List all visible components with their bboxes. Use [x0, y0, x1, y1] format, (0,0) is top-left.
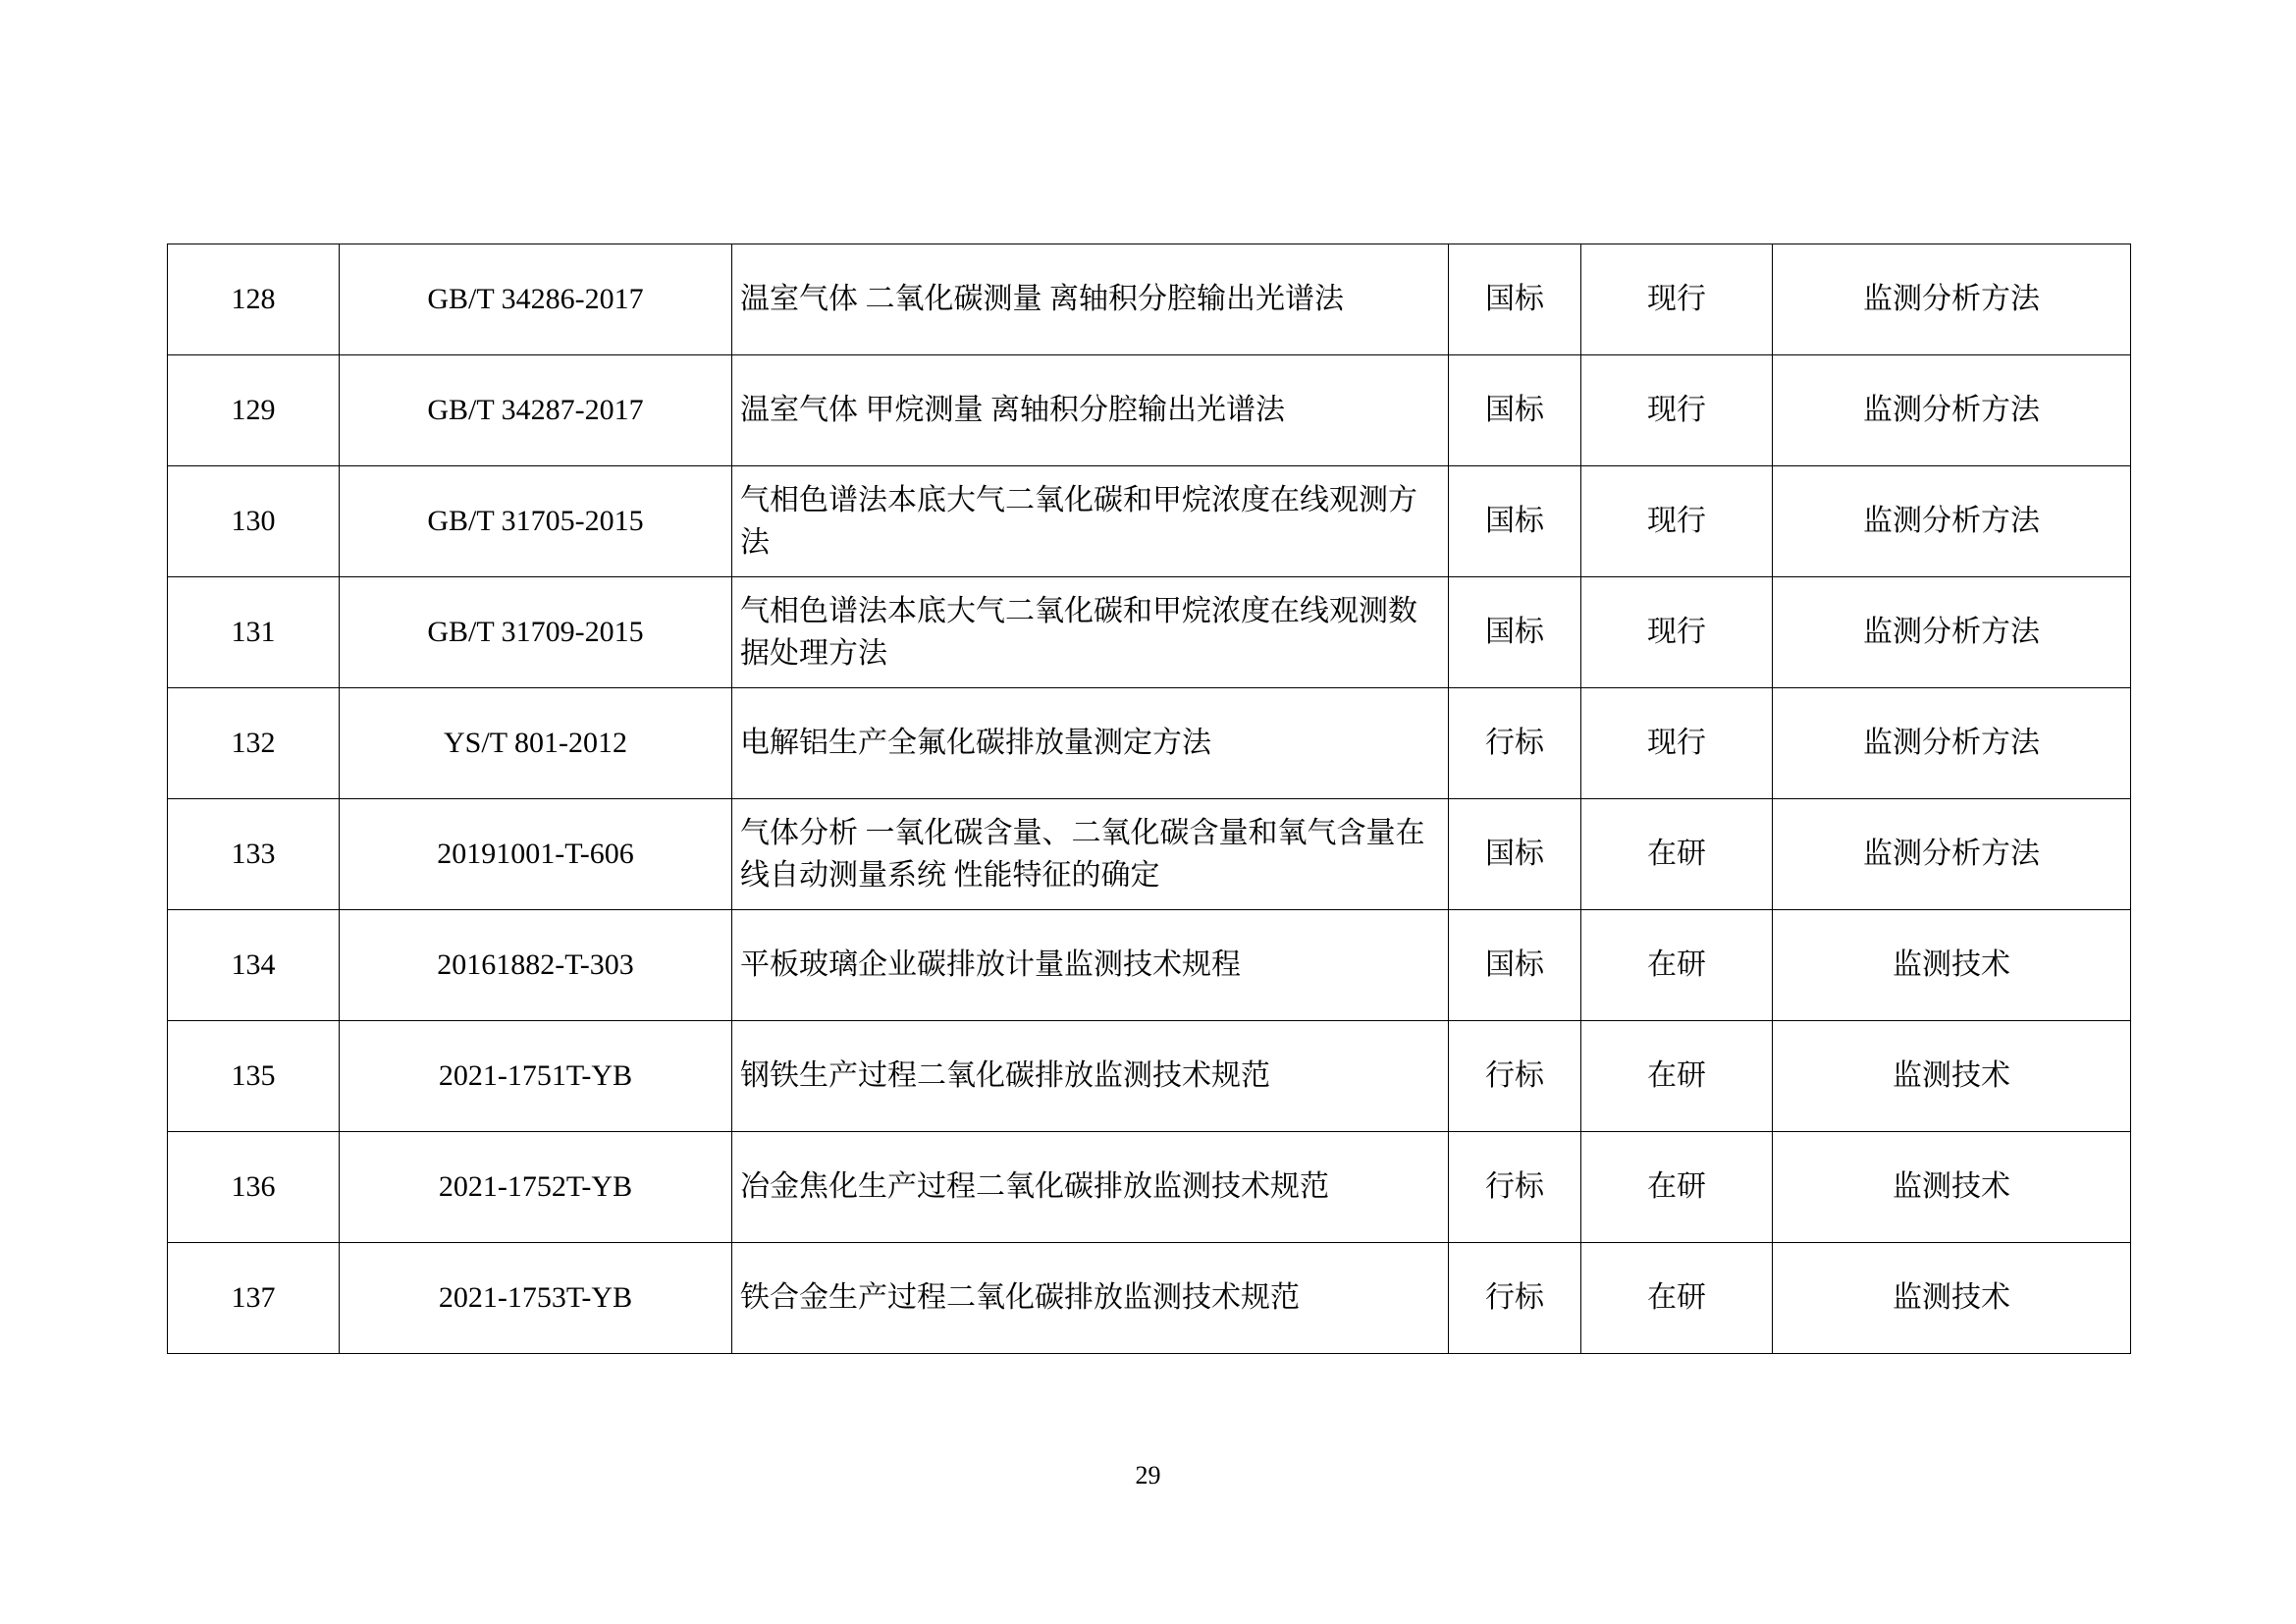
table-row — [168, 1132, 2131, 1243]
standards-table — [167, 244, 2131, 1354]
cell-状态: 在研 — [1581, 799, 1773, 910]
table-row — [168, 244, 2131, 355]
cell-级别: 行标 — [1449, 1132, 1581, 1243]
cell-序号: 134 — [168, 910, 340, 1021]
cell-状态: 在研 — [1581, 1243, 1773, 1354]
cell-序号: 136 — [168, 1132, 340, 1243]
cell-序号: 137 — [168, 1243, 340, 1354]
cell-标准名称: 气相色谱法本底大气二氧化碳和甲烷浓度在线观测数据处理方法 — [732, 577, 1449, 688]
cell-类别: 监测技术 — [1773, 1132, 2131, 1243]
cell-类别: 监测技术 — [1773, 1021, 2131, 1132]
table-row — [168, 799, 2131, 910]
table-row — [168, 466, 2131, 577]
cell-级别: 行标 — [1449, 688, 1581, 799]
standards-table-container — [167, 244, 2130, 1354]
cell-级别: 行标 — [1449, 1021, 1581, 1132]
cell-级别: 国标 — [1449, 799, 1581, 910]
cell-标准名称: 温室气体 甲烷测量 离轴积分腔输出光谱法 — [732, 355, 1449, 466]
cell-标准名称: 冶金焦化生产过程二氧化碳排放监测技术规范 — [732, 1132, 1449, 1243]
cell-标准名称: 气相色谱法本底大气二氧化碳和甲烷浓度在线观测方法 — [732, 466, 1449, 577]
cell-标准号: GB/T 31709-2015 — [340, 577, 732, 688]
cell-类别: 监测分析方法 — [1773, 799, 2131, 910]
cell-序号: 129 — [168, 355, 340, 466]
cell-标准号: 2021-1752T-YB — [340, 1132, 732, 1243]
cell-序号: 132 — [168, 688, 340, 799]
cell-状态: 现行 — [1581, 466, 1773, 577]
cell-标准名称: 温室气体 二氧化碳测量 离轴积分腔输出光谱法 — [732, 244, 1449, 355]
cell-标准名称: 平板玻璃企业碳排放计量监测技术规程 — [732, 910, 1449, 1021]
cell-标准号: 20161882-T-303 — [340, 910, 732, 1021]
cell-类别: 监测分析方法 — [1773, 466, 2131, 577]
cell-标准号: GB/T 34286-2017 — [340, 244, 732, 355]
cell-级别: 国标 — [1449, 910, 1581, 1021]
cell-级别: 国标 — [1449, 466, 1581, 577]
cell-标准名称: 铁合金生产过程二氧化碳排放监测技术规范 — [732, 1243, 1449, 1354]
cell-类别: 监测技术 — [1773, 1243, 2131, 1354]
table-row — [168, 910, 2131, 1021]
cell-标准号: 2021-1753T-YB — [340, 1243, 732, 1354]
cell-标准号: GB/T 31705-2015 — [340, 466, 732, 577]
cell-标准号: YS/T 801-2012 — [340, 688, 732, 799]
cell-状态: 在研 — [1581, 1021, 1773, 1132]
cell-级别: 国标 — [1449, 355, 1581, 466]
cell-类别: 监测分析方法 — [1773, 577, 2131, 688]
cell-状态: 现行 — [1581, 355, 1773, 466]
cell-状态: 现行 — [1581, 688, 1773, 799]
cell-状态: 在研 — [1581, 1132, 1773, 1243]
table-row — [168, 355, 2131, 466]
cell-序号: 131 — [168, 577, 340, 688]
cell-标准号: GB/T 34287-2017 — [340, 355, 732, 466]
table-row — [168, 577, 2131, 688]
cell-标准名称: 电解铝生产全氟化碳排放量测定方法 — [732, 688, 1449, 799]
cell-序号: 130 — [168, 466, 340, 577]
cell-序号: 133 — [168, 799, 340, 910]
cell-状态: 现行 — [1581, 244, 1773, 355]
cell-类别: 监测技术 — [1773, 910, 2131, 1021]
cell-序号: 128 — [168, 244, 340, 355]
cell-标准名称: 气体分析 一氧化碳含量、二氧化碳含量和氧气含量在线自动测量系统 性能特征的确定 — [732, 799, 1449, 910]
table-row — [168, 688, 2131, 799]
cell-标准号: 20191001-T-606 — [340, 799, 732, 910]
cell-标准号: 2021-1751T-YB — [340, 1021, 732, 1132]
cell-类别: 监测分析方法 — [1773, 355, 2131, 466]
cell-状态: 现行 — [1581, 577, 1773, 688]
cell-类别: 监测分析方法 — [1773, 244, 2131, 355]
cell-状态: 在研 — [1581, 910, 1773, 1021]
table-row — [168, 1021, 2131, 1132]
cell-级别: 国标 — [1449, 244, 1581, 355]
cell-标准名称: 钢铁生产过程二氧化碳排放监测技术规范 — [732, 1021, 1449, 1132]
cell-序号: 135 — [168, 1021, 340, 1132]
cell-级别: 国标 — [1449, 577, 1581, 688]
cell-级别: 行标 — [1449, 1243, 1581, 1354]
cell-类别: 监测分析方法 — [1773, 688, 2131, 799]
table-row — [168, 1243, 2131, 1354]
page-number: 29 — [1135, 1461, 1161, 1489]
